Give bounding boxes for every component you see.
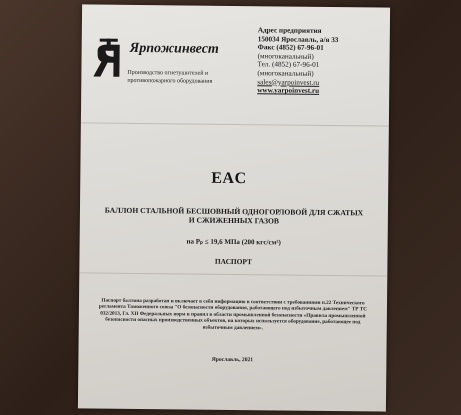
address-postal: 150034 Ярославль, а/я 33 (257, 34, 339, 44)
pressure-rating: на Pₚ ≤ 19,6 МПа (200 кгс/см²) (186, 237, 281, 247)
address-heading: Адрес предприятия (257, 26, 322, 35)
document-type: ПАСПОРТ (214, 256, 253, 267)
document-body: Паспорт баллона разработан и включает в себя информацию в соответствии с требованиями п.22 Технического регламента Таможенного союза "О безопасности оборудования, работающего под избыточным давлением" ТР ТС 032/2013, Гл. XII Федеральных норм и правил в области промышленной безопасности «Правила промышленной безопасности опасных производственных объектов, на которых используется оборудование, работающее под избыточным давлением». (98, 297, 367, 331)
address-email: sales@yarpoinvest.ru (257, 77, 320, 87)
eac-mark: EAC (211, 169, 247, 188)
address-phone: Тел. (4852) 67-96-01 (257, 60, 320, 70)
address-phone-note: (многоканальный) (257, 69, 314, 78)
company-logo-icon (91, 37, 125, 79)
fold-crease (79, 272, 387, 276)
document-title: БАЛЛОН СТАЛЬНОЙ БЕСШОВНЫЙ ОДНОГОРЛОВОЙ ДЛЯ СЖАТЫХ И СЖИЖЕННЫХ ГАЗОВ (104, 205, 364, 226)
company-name: Ярпожинвест (129, 40, 219, 57)
address-website: www.yarpoinvest.ru (257, 86, 320, 96)
address-fax-note: (многоканальный) (257, 52, 314, 61)
fold-crease (81, 122, 389, 126)
company-tagline: Производство огнетушителей и противопожарного оборудования (127, 69, 213, 85)
document-footer: Ярославль, 2021 (211, 356, 254, 364)
document-paper (78, 4, 390, 411)
address-block (257, 26, 388, 96)
address-fax: Факс (4852) 67-96-01 (257, 43, 324, 53)
